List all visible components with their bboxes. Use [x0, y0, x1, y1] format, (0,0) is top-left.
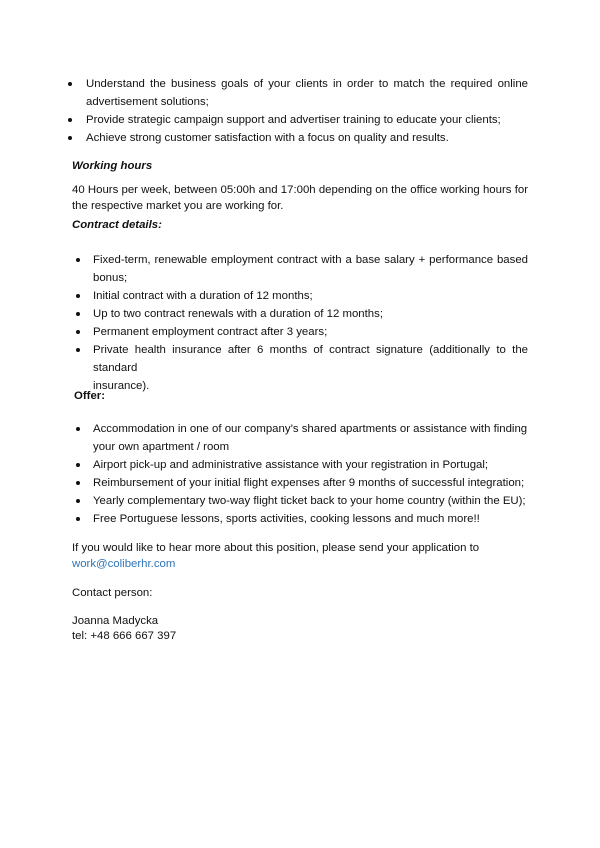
contact-name: Joanna Madycka	[72, 615, 159, 627]
list-item	[93, 510, 528, 528]
bullet-icon	[68, 82, 72, 86]
list-item	[93, 420, 528, 456]
offer-heading: Offer:	[74, 390, 106, 402]
list-item-text: Private health insurance after 6 months of contract signature (additionally to the standard	[93, 344, 528, 374]
bullet-icon	[76, 294, 80, 298]
bullet-icon	[76, 517, 80, 521]
list-item-text: Provide strategic campaign support and advertiser training to educate your clients;	[86, 114, 501, 126]
list-item	[93, 341, 528, 395]
contact-label: Contact person:	[72, 587, 153, 599]
list-item-text: Accommodation in one of our company’s shared apartments or assistance with finding	[93, 423, 528, 435]
list-item-text: bonus;	[93, 272, 128, 284]
list-item-text: your own apartment / room	[93, 441, 230, 453]
contact-phone: tel: +48 666 667 397	[72, 630, 177, 642]
list-item-text: Free Portuguese lessons, sports activities, cooking lessons and much more!!	[93, 513, 480, 525]
list-item	[93, 287, 528, 305]
list-item-text: insurance).	[93, 380, 150, 392]
bullet-icon	[68, 118, 72, 122]
list-item-text: Yearly complementary two-way flight ticket back to your home country (within the EU);	[93, 495, 526, 507]
contract-details-list	[93, 251, 528, 395]
list-item-text: advertisement solutions;	[86, 96, 209, 108]
responsibilities-list	[86, 75, 528, 147]
working-hours-heading: Working hours	[72, 160, 153, 172]
bullet-icon	[76, 499, 80, 503]
offer-list	[93, 420, 528, 528]
list-item-text: Up to two contract renewals with a duration of 12 months;	[93, 308, 383, 320]
list-item	[93, 474, 528, 492]
list-item-text: Initial contract with a duration of 12 months;	[93, 290, 313, 302]
bullet-icon	[76, 481, 80, 485]
application-email-link[interactable]: work@coliberhr.com	[72, 558, 176, 570]
bullet-icon	[76, 427, 80, 431]
list-item-text: Reimbursement of your initial flight expenses after 9 months of successful integration;	[93, 477, 525, 489]
list-item	[93, 323, 528, 341]
bullet-icon	[76, 258, 80, 262]
bullet-icon	[76, 348, 80, 352]
list-item-text: Fixed-term, renewable employment contract with a base salary + performance based	[93, 254, 528, 266]
contract-details-heading: Contract details:	[72, 219, 162, 231]
list-item	[93, 456, 528, 474]
list-item	[93, 251, 528, 287]
bullet-icon	[76, 330, 80, 334]
list-item-text: Airport pick-up and administrative assistance with your registration in Portugal;	[93, 459, 489, 471]
bullet-icon	[68, 136, 72, 140]
list-item-text: Achieve strong customer satisfaction with a focus on quality and results.	[86, 132, 449, 144]
working-hours-text: 40 Hours per week, between 05:00h and 17:00h depending on the office working hours for	[72, 184, 528, 196]
bullet-icon	[76, 463, 80, 467]
application-text: If you would like to hear more about this position, please send your application to	[72, 542, 480, 554]
list-item	[93, 305, 528, 323]
list-item	[93, 492, 528, 510]
bullet-icon	[76, 312, 80, 316]
list-item	[86, 111, 528, 129]
list-item-text: Permanent employment contract after 3 years;	[93, 326, 328, 338]
list-item	[86, 75, 528, 111]
list-item-text: Understand the business goals of your clients in order to match the required online	[86, 78, 528, 90]
working-hours-text: the respective market you are working for.	[72, 200, 284, 212]
list-item	[86, 129, 528, 147]
